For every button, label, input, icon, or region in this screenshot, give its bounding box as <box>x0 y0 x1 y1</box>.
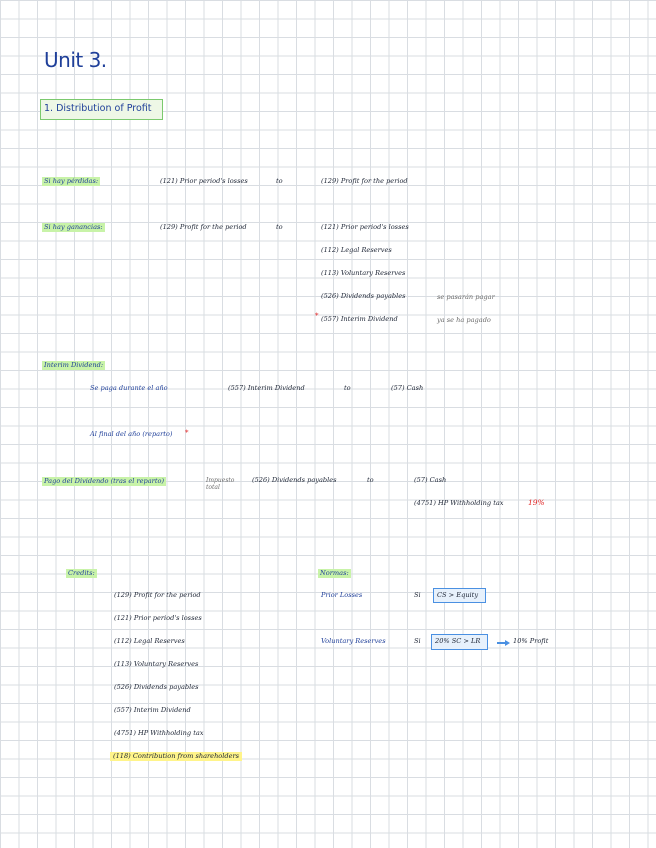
losses-label: Si hay pérdidas: <box>44 177 99 185</box>
payment-credit-2: (4751) HP Withholding tax <box>414 499 504 507</box>
norms-cond-1: CS > Equity <box>437 591 479 599</box>
norms-si-2: Si <box>414 637 421 645</box>
norms-cond-2: 20% SC > LR <box>435 637 481 645</box>
credits-item-1: (129) Profit for the period <box>114 591 201 599</box>
losses-credit: (129) Profit for the period <box>321 177 408 185</box>
credits-item-6: (557) Interim Dividend <box>114 706 191 714</box>
section-title: 1. Distribution of Profit <box>44 103 152 114</box>
norms-si-1: Si <box>414 591 421 599</box>
gains-credit-3: (113) Voluntary Reserves <box>321 269 406 277</box>
gains-credit-1: (121) Prior period's losses <box>321 223 409 231</box>
gains-to: to <box>276 223 283 231</box>
losses-to: to <box>276 177 283 185</box>
credits-label: Credits: <box>68 569 95 577</box>
interim-end-label: Al final del año (reparto) <box>90 430 173 438</box>
interim-label: Interim Dividend: <box>44 361 104 369</box>
payment-debit: (526) Dividends payables <box>252 476 337 484</box>
credits-item-highlighted: (118) Contribution from shareholders <box>110 752 242 761</box>
payment-credit-1: (57) Cash <box>414 476 447 484</box>
norms-result: 10% Profit <box>513 637 549 645</box>
interim-to: to <box>344 384 351 392</box>
credits-item-2: (121) Prior period's losses <box>114 614 202 622</box>
payment-to: to <box>367 476 374 484</box>
payment-percent: 19% <box>528 498 545 507</box>
payment-label: Pago del Dividendo (tras el reparto) <box>44 477 165 485</box>
credits-item-4: (113) Voluntary Reserves <box>114 660 199 668</box>
arrow-right-icon <box>497 642 507 644</box>
payment-note: Impuesto total <box>206 477 235 492</box>
gains-credit-5: (557) Interim Dividend <box>321 315 398 323</box>
interim-debit: (557) Interim Dividend <box>228 384 305 392</box>
losses-debit: (121) Prior period's losses <box>160 177 248 185</box>
interim-during-label: Se paga durante el año <box>90 384 168 392</box>
credits-item-7: (4751) HP Withholding tax <box>114 729 204 737</box>
interim-credit: (57) Cash <box>391 384 424 392</box>
credits-item-5: (526) Dividends payables <box>114 683 199 691</box>
norms-voluntary: Voluntary Reserves <box>321 637 386 645</box>
red-asterisk-1: * <box>315 312 319 320</box>
gains-note-526: se pasarán pagar <box>437 293 495 301</box>
gains-credit-4: (526) Dividends payables <box>321 292 406 300</box>
gains-label: Si hay ganancias: <box>44 223 103 231</box>
norms-label: Normas: <box>320 569 349 577</box>
gains-debit: (129) Profit for the period <box>160 223 247 231</box>
unit-title: Unit 3. <box>44 48 107 72</box>
norms-prior-losses: Prior Losses <box>321 591 363 599</box>
gains-credit-2: (112) Legal Reserves <box>321 246 392 254</box>
gains-note-557: ya se ha pagado <box>437 316 491 324</box>
credits-item-3: (112) Legal Reserves <box>114 637 185 645</box>
red-asterisk-2: * <box>185 429 189 437</box>
